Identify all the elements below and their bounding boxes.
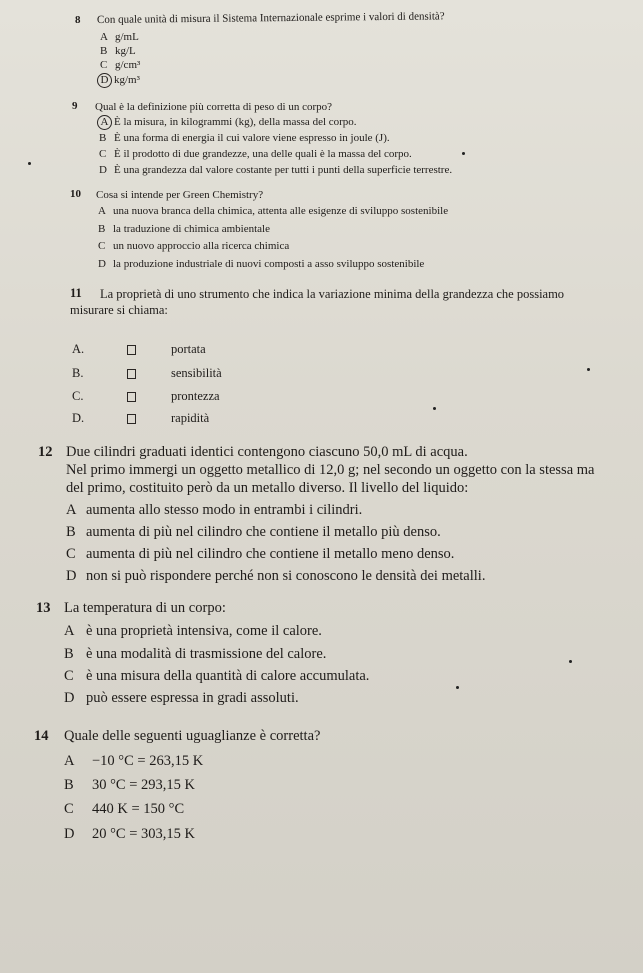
option-a[interactable]: A è una proprietà intensiva, come il calore. (64, 623, 322, 639)
option-a[interactable]: A. portata (72, 342, 206, 356)
question-number: 9 (72, 100, 78, 112)
question-number: 12 (38, 444, 53, 460)
stray-mark (456, 686, 459, 689)
option-b[interactable]: B aumenta di più nel cilindro che contiene il metallo più denso. (66, 524, 441, 540)
question-number: 13 (36, 600, 51, 616)
question-text-line-2: Nel primo immergi un oggetto metallico di 12,0 g; nel secondo un oggetto con la stessa ma (66, 462, 595, 478)
checkbox[interactable] (127, 345, 136, 355)
stray-mark (569, 660, 572, 663)
option-b[interactable]: B kg/L (100, 45, 136, 57)
question-text: Cosa si intende per Green Chemistry? (96, 189, 264, 201)
option-b[interactable]: B 30 °C = 293,15 K (64, 777, 195, 793)
question-number: 11 (70, 286, 82, 300)
option-c[interactable]: C È il prodotto di due grandezze, una delle quali è la massa del corpo. (99, 148, 412, 160)
option-c[interactable]: C è una misura della quantità di calore accumulata. (64, 668, 370, 684)
question-text: La temperatura di un corpo: (64, 600, 226, 616)
question-text-line-1: La proprietà di uno strumento che indica la variazione minima della grandezza che possiamo (100, 287, 565, 301)
checkbox[interactable] (127, 414, 136, 424)
option-d[interactable]: D È una grandezza dal valore costante per tutti i punti della superficie terrestre. (99, 164, 453, 176)
question-number: 10 (70, 188, 81, 200)
selected-answer-circle: A (97, 115, 112, 130)
option-b[interactable]: B È una forma di energia il cui valore viene espresso in joule (J). (99, 132, 390, 144)
stray-mark (28, 162, 31, 165)
option-d[interactable]: D non si può rispondere perché non si conoscono le densità dei metalli. (66, 568, 486, 584)
question-text-line-3: del primo, costituito però da un metallo diverso. Il livello del liquido: (66, 480, 469, 496)
stray-mark (462, 152, 465, 155)
option-a[interactable]: A g/mL (100, 31, 139, 43)
question-text-line-2: misurare si chiama: (70, 303, 168, 317)
question-number: 8 (75, 14, 81, 26)
option-d[interactable]: D 20 °C = 303,15 K (64, 826, 195, 842)
selected-answer-circle: D (97, 73, 112, 88)
option-d[interactable]: D la produzione industriale di nuovi composti a asso sviluppo sostenibile (98, 258, 425, 270)
option-c[interactable]: C aumenta di più nel cilindro che contiene il metallo meno denso. (66, 546, 455, 562)
question-text: Quale delle seguenti uguaglianze è corretta? (64, 728, 321, 744)
option-a[interactable]: A una nuova branca della chimica, attenta alle esigenze di sviluppo sostenibile (98, 205, 449, 217)
checkbox[interactable] (127, 392, 136, 402)
option-d-selected[interactable]: D kg/m³ (97, 73, 140, 88)
option-c[interactable]: C. prontezza (72, 389, 220, 403)
option-b[interactable]: B. sensibilità (72, 366, 222, 380)
option-c[interactable]: C g/cm³ (100, 59, 141, 71)
option-c[interactable]: C un nuovo approccio alla ricerca chimica (98, 240, 290, 252)
question-text: Qual è la definizione più corretta di peso di un corpo? (95, 101, 333, 113)
option-a[interactable]: A −10 °C = 263,15 K (64, 753, 204, 769)
option-d[interactable]: D può essere espressa in gradi assoluti. (64, 690, 299, 706)
option-d[interactable]: D. rapidità (72, 411, 210, 425)
option-c[interactable]: C 440 K = 150 °C (64, 801, 185, 817)
checkbox[interactable] (127, 369, 136, 379)
stray-mark (433, 407, 436, 410)
option-b[interactable]: B è una modalità di trasmissione del calore. (64, 646, 327, 662)
stray-mark (587, 368, 590, 371)
option-b[interactable]: B la traduzione di chimica ambientale (98, 223, 270, 235)
question-number: 14 (34, 728, 49, 744)
option-a-selected[interactable]: A È la misura, in kilogrammi (kg), della massa del corpo. (97, 115, 357, 130)
question-text-line-1: Due cilindri graduati identici contengono ciascuno 50,0 mL di acqua. (66, 444, 468, 460)
question-text: Con quale unità di misura il Sistema Internazionale esprime i valori di densità? (96, 10, 445, 26)
option-a[interactable]: A aumenta allo stesso modo in entrambi i cilindri. (66, 502, 363, 518)
